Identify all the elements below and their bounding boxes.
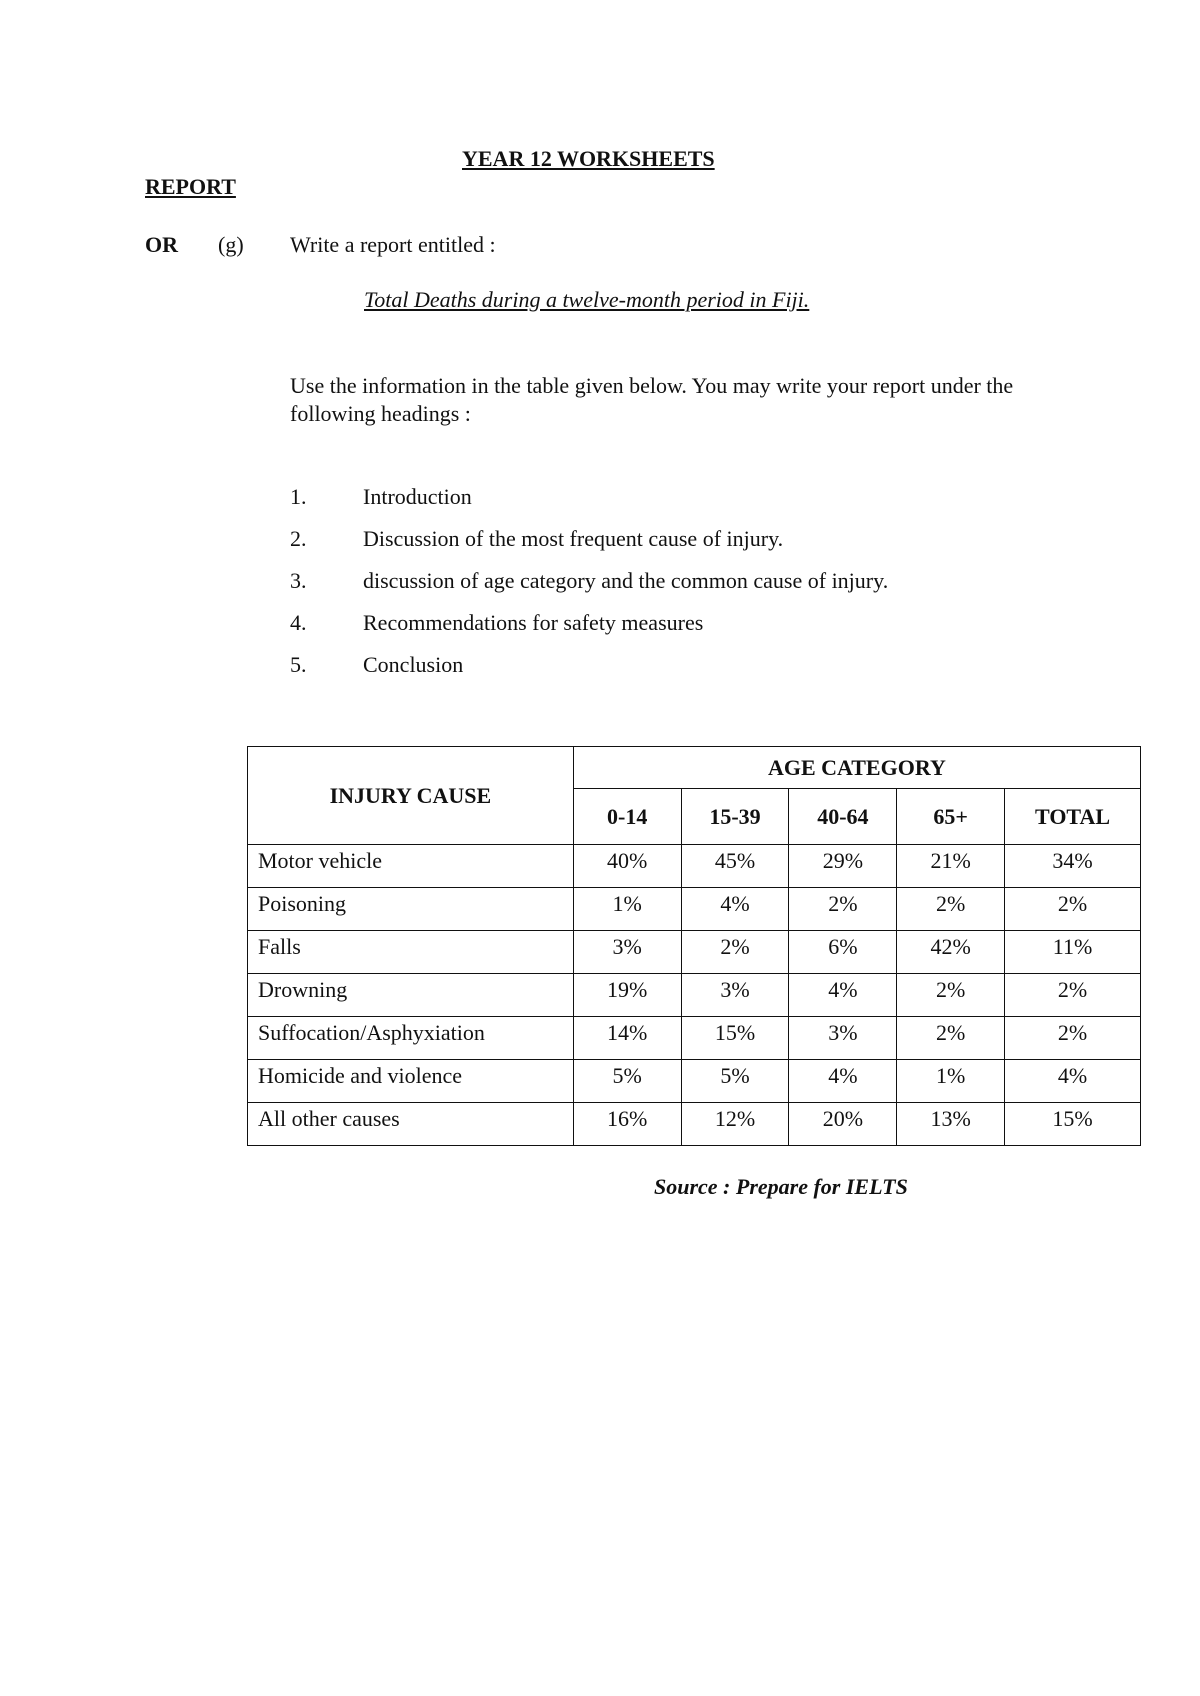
value-cell: 29% (789, 845, 897, 888)
table-row (248, 931, 1141, 974)
column-header: 0-14 (573, 789, 681, 845)
list-item (0, 568, 1200, 598)
age-category-header: AGE CATEGORY (573, 747, 1140, 789)
worksheet-title: YEAR 12 WORKSHEETS (462, 146, 715, 171)
column-header: 40-64 (789, 789, 897, 845)
value-cell: 15% (1005, 1103, 1141, 1146)
value-cell: 4% (1005, 1060, 1141, 1103)
column-header: 65+ (897, 789, 1005, 845)
injury-cause-cell: Motor vehicle (248, 845, 574, 888)
list-item-text: discussion of age category and the common cause of injury. (363, 568, 889, 593)
value-cell: 2% (789, 888, 897, 931)
list-item-text: Introduction (363, 484, 472, 509)
value-cell: 2% (1005, 974, 1141, 1017)
value-cell: 15% (681, 1017, 789, 1060)
injury-cause-cell: Suffocation/Asphyxiation (248, 1017, 574, 1060)
value-cell: 2% (897, 974, 1005, 1017)
value-cell: 1% (573, 888, 681, 931)
value-cell: 19% (573, 974, 681, 1017)
list-item-number: 3. (290, 568, 307, 593)
value-cell: 5% (573, 1060, 681, 1103)
table-row (248, 1103, 1141, 1146)
value-cell: 40% (573, 845, 681, 888)
value-cell: 11% (1005, 931, 1141, 974)
item-letter: (g) (218, 232, 244, 257)
list-item-text: Recommendations for safety measures (363, 610, 704, 635)
table-row (248, 1017, 1141, 1060)
value-cell: 3% (573, 931, 681, 974)
column-header: TOTAL (1005, 789, 1141, 845)
list-item-number: 5. (290, 652, 307, 677)
list-item (0, 610, 1200, 640)
value-cell: 2% (1005, 1017, 1141, 1060)
value-cell: 6% (789, 931, 897, 974)
value-cell: 4% (681, 888, 789, 931)
list-item-number: 2. (290, 526, 307, 551)
value-cell: 20% (789, 1103, 897, 1146)
value-cell: 13% (897, 1103, 1005, 1146)
value-cell: 16% (573, 1103, 681, 1146)
source-citation: Source : Prepare for IELTS (654, 1174, 908, 1199)
section-heading: REPORT (145, 174, 236, 199)
list-item-number: 1. (290, 484, 307, 509)
value-cell: 2% (1005, 888, 1141, 931)
table-row (248, 974, 1141, 1017)
value-cell: 2% (897, 1017, 1005, 1060)
prompt-text: Write a report entitled : (290, 232, 496, 257)
list-item-number: 4. (290, 610, 307, 635)
instructions-text: Use the information in the table given below. You may write your report under the following headings : (290, 373, 1014, 426)
value-cell: 5% (681, 1060, 789, 1103)
value-cell: 1% (897, 1060, 1005, 1103)
value-cell: 21% (897, 845, 1005, 888)
table-row (248, 888, 1141, 931)
value-cell: 12% (681, 1103, 789, 1146)
injury-cause-cell: Homicide and violence (248, 1060, 574, 1103)
value-cell: 3% (789, 1017, 897, 1060)
list-item (0, 484, 1200, 514)
value-cell: 42% (897, 931, 1005, 974)
value-cell: 4% (789, 1060, 897, 1103)
injury-cause-cell: Poisoning (248, 888, 574, 931)
list-item-text: Conclusion (363, 652, 464, 677)
injury-table (247, 746, 1141, 1146)
value-cell: 2% (681, 931, 789, 974)
injury-cause-header: INJURY CAUSE (248, 747, 574, 845)
value-cell: 14% (573, 1017, 681, 1060)
injury-cause-cell: Falls (248, 931, 574, 974)
table-row (248, 845, 1141, 888)
list-item (0, 652, 1200, 682)
value-cell: 45% (681, 845, 789, 888)
table-row (248, 1060, 1141, 1103)
value-cell: 3% (681, 974, 789, 1017)
value-cell: 34% (1005, 845, 1141, 888)
column-header: 15-39 (681, 789, 789, 845)
injury-cause-cell: All other causes (248, 1103, 574, 1146)
or-label: OR (145, 232, 178, 257)
report-title: Total Deaths during a twelve-month period in Fiji. (364, 287, 810, 312)
value-cell: 2% (897, 888, 1005, 931)
list-item (0, 526, 1200, 556)
value-cell: 4% (789, 974, 897, 1017)
list-item-text: Discussion of the most frequent cause of injury. (363, 526, 784, 551)
injury-cause-cell: Drowning (248, 974, 574, 1017)
